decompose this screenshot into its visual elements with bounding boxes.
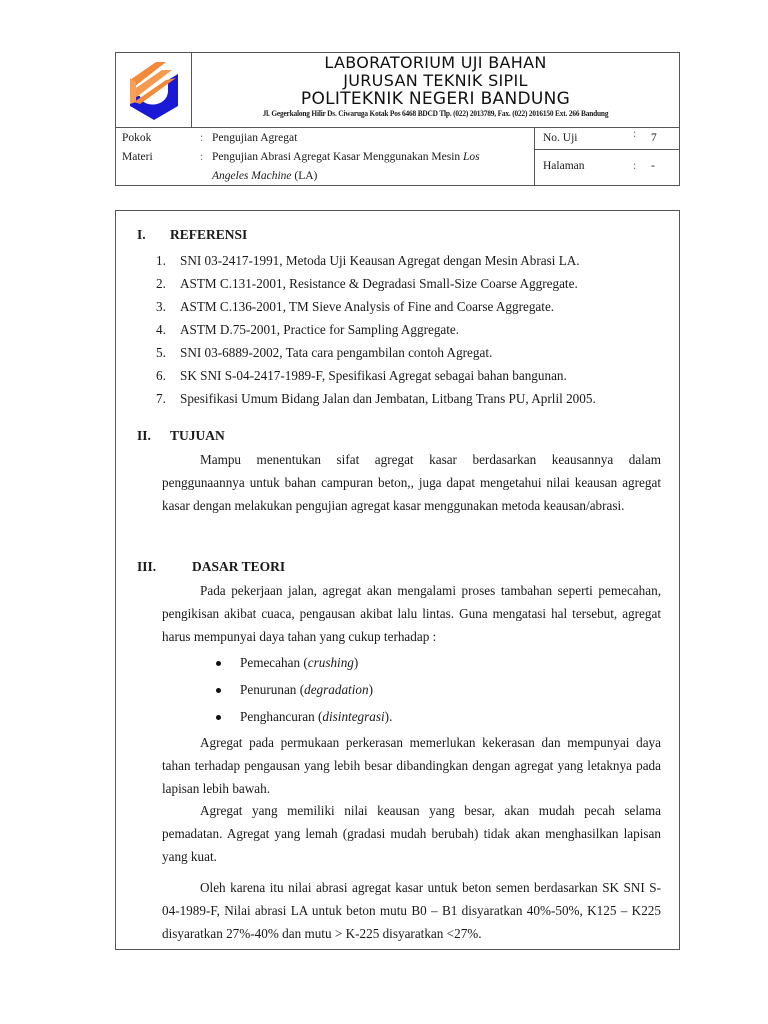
dasar-teori-paragraph-3: Agregat yang memiliki nilai keausan yang besar, akan mudah pecah selama pemadatan. Agregat yang lemah (gradasi mudah berubah) tidak akan menghasilkan lapisan yang kuat. bbox=[162, 803, 661, 864]
test-info bbox=[534, 128, 679, 185]
item-number: 5. bbox=[156, 345, 166, 360]
section-title: REFERENSI bbox=[170, 227, 248, 242]
institution-title: POLITEKNIK NEGERI BANDUNG bbox=[300, 89, 571, 109]
item-number: 4. bbox=[156, 322, 166, 337]
bullet-term: disintegrasi bbox=[322, 709, 385, 724]
lab-title: LABORATORIUM UJI BAHAN bbox=[324, 53, 547, 72]
institution-address: Jl. Gegerkalong Hilir Ds. Ciwaruga Kotak Pos 6468 BDCD Tlp. (022) 2013789, Fax. (022) 2016150 Ext. 266 Bandung bbox=[262, 109, 609, 118]
no-uji-value: 7 bbox=[651, 132, 657, 144]
halaman-colon: : bbox=[633, 160, 637, 172]
item-text: SK SNI S-04-2417-1989-F, Spesifikasi Agregat sebagai bahan bangunan. bbox=[180, 368, 567, 383]
item-number: 7. bbox=[156, 391, 166, 406]
materi-value-line2 bbox=[212, 170, 317, 182]
dasar-teori-intro: Pada pekerjaan jalan, agregat akan mengalami proses tambahan seperti pemecahan, pengikisan akibat cuaca, pengausan akibat lalu lintas. Guna mengatasi hal tersebut, agregat harus mempunyai daya tahan yang cukup terhadap : bbox=[162, 583, 661, 644]
halaman-label: Halaman bbox=[543, 160, 585, 172]
section-number: I. bbox=[137, 227, 146, 242]
materi-label: Materi bbox=[122, 151, 153, 163]
section-number: II. bbox=[137, 428, 151, 443]
bullet-icon bbox=[216, 688, 221, 693]
header-title-row bbox=[116, 53, 679, 128]
item-text: Spesifikasi Umum Bidang Jalan dan Jembatan, Litbang Trans PU, Aprlil 2005. bbox=[180, 391, 596, 406]
item-number: 6. bbox=[156, 368, 166, 383]
item-text: SNI 03-6889-2002, Tata cara pengambilan contoh Agregat. bbox=[180, 345, 493, 360]
no-uji-row bbox=[535, 128, 679, 150]
item-text: ASTM C.131-2001, Resistance & Degradasi Small-Size Coarse Aggregate. bbox=[180, 276, 578, 291]
bullet-term: degradation bbox=[304, 682, 369, 697]
pokok-value: Pengujian Agregat bbox=[212, 132, 298, 144]
no-uji-label: No. Uji bbox=[543, 132, 578, 144]
item-text: SNI 03-2417-1991, Metoda Uji Keausan Agregat dengan Mesin Abrasi LA. bbox=[180, 253, 580, 268]
dasar-teori-paragraph-2: Agregat pada permukaan perkerasan memerlukan kekerasan dan mempunyai daya tahan terhadap pengausan yang lebih besar dibandingkan dengan agregat yang letaknya pada lapisan lebih bawah. bbox=[162, 735, 661, 796]
subject-info bbox=[116, 128, 534, 185]
section-title: TUJUAN bbox=[170, 428, 225, 443]
materi-italic-2: Angeles Machine bbox=[212, 170, 292, 182]
tujuan-paragraph: Mampu menentukan sifat agregat kasar berdasarkan keausannya dalam penggunaannya untuk bahan campuran beton,, juga dapat mengetahui nilai keausan agregat kasar dengan melakukan pengujian agregat kasar menggunakan metoda keausan/abrasi. bbox=[162, 452, 661, 513]
bullet-label: Penghancuran ( bbox=[240, 709, 323, 724]
materi-value-line1 bbox=[212, 151, 480, 163]
halaman-row bbox=[535, 150, 679, 185]
bullet-term: crushing bbox=[307, 655, 354, 670]
materi-colon: : bbox=[200, 151, 204, 163]
department-title: JURUSAN TEKNIK SIPIL bbox=[343, 71, 528, 90]
no-uji-colon: : bbox=[633, 128, 637, 140]
materi-text: Pengujian Abrasi Agregat Kasar Menggunakan Mesin bbox=[212, 151, 464, 163]
item-number: 2. bbox=[156, 276, 166, 291]
bullet-text bbox=[240, 709, 392, 725]
halaman-value: - bbox=[651, 160, 655, 172]
bullet-icon bbox=[216, 715, 221, 720]
bullet-suffix: ) bbox=[353, 655, 359, 670]
bullet-icon bbox=[216, 661, 221, 666]
header-info-row bbox=[116, 128, 679, 185]
bullet-label: Pemecahan ( bbox=[240, 655, 308, 670]
pokok-colon: : bbox=[200, 132, 204, 144]
dasar-teori-paragraph-4: Oleh karena itu nilai abrasi agregat kasar untuk beton semen berdasarkan SK SNI S-04-1989-F, Nilai abrasi LA untuk beton mutu B0 – B1 disyaratkan 40%-50%, K125 – K225 disyaratkan 27%-40% dan mutu > K-225 disyaratkan <27%. bbox=[162, 880, 661, 941]
logo-cell bbox=[116, 53, 192, 127]
section-number: III. bbox=[137, 559, 157, 574]
section-title: DASAR TEORI bbox=[192, 559, 286, 574]
bullet-label: Penurunan ( bbox=[240, 682, 305, 697]
bullet-text bbox=[240, 682, 373, 698]
header-title-cell bbox=[192, 53, 679, 127]
document-header bbox=[115, 52, 680, 186]
pokok-label: Pokok bbox=[122, 132, 152, 144]
bullet-text bbox=[240, 655, 358, 671]
item-number: 3. bbox=[156, 299, 166, 314]
polban-logo-icon bbox=[126, 56, 182, 124]
item-number: 1. bbox=[156, 253, 166, 268]
bullet-suffix: ) bbox=[368, 682, 373, 697]
bullet-suffix: ). bbox=[384, 709, 393, 724]
materi-suffix: (LA) bbox=[291, 170, 318, 182]
materi-italic: Los bbox=[463, 151, 480, 163]
item-text: ASTM C.136-2001, TM Sieve Analysis of Fine and Coarse Aggregate. bbox=[180, 299, 555, 314]
document-body bbox=[115, 210, 680, 950]
item-text: ASTM D.75-2001, Practice for Sampling Aggregate. bbox=[180, 322, 460, 337]
